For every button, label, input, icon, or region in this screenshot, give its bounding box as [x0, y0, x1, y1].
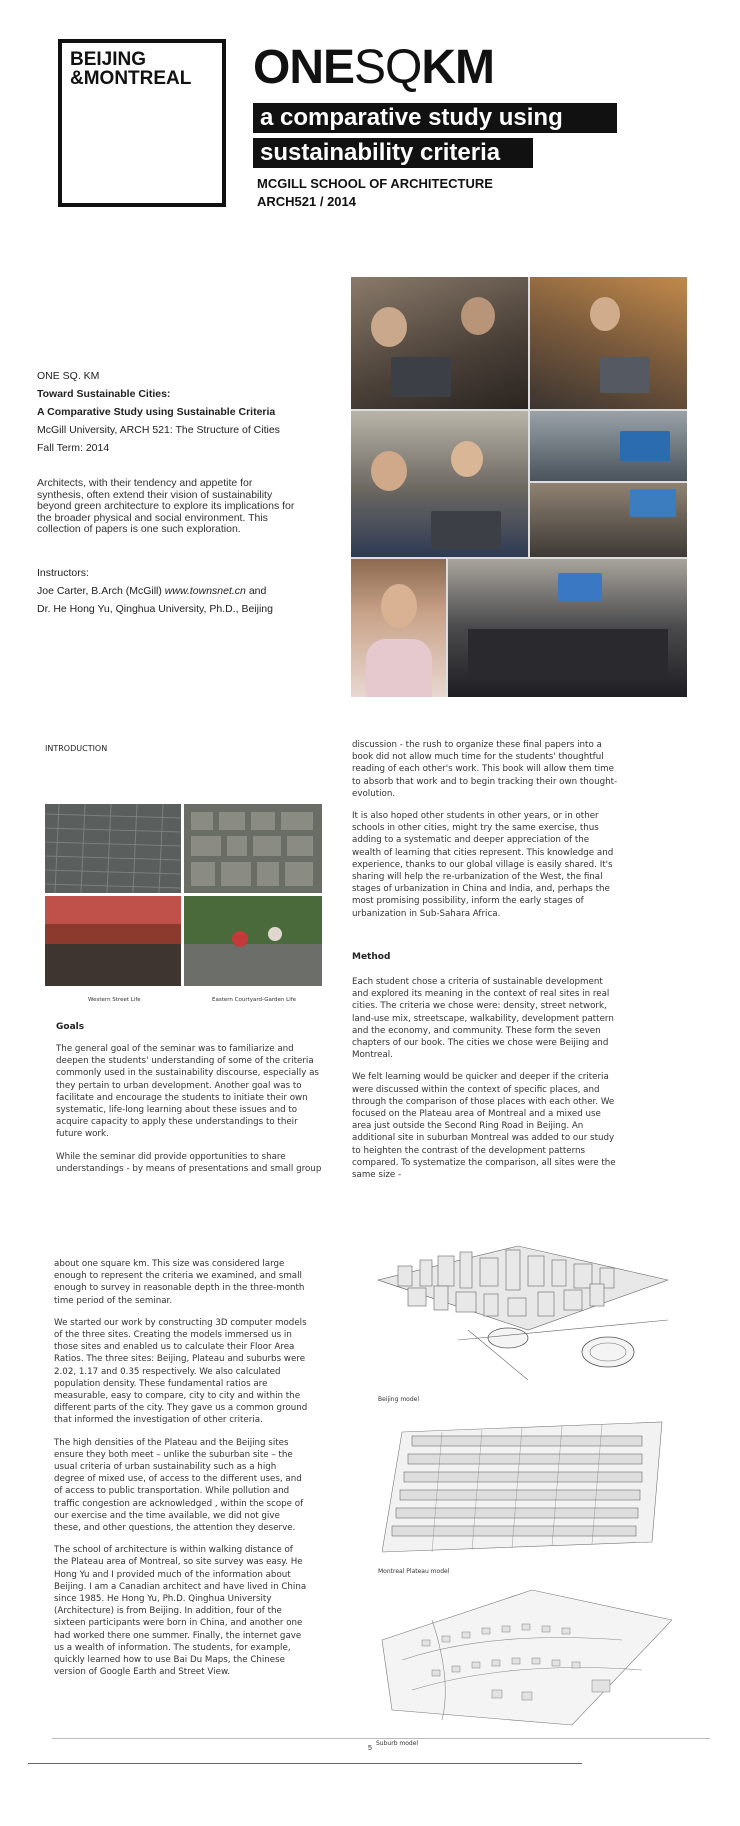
instructor-2: Dr. He Hong Yu, Qinghua University, Ph.D., Beijing — [37, 603, 273, 615]
instructors-label: Instructors: — [37, 567, 89, 579]
photo-students-1 — [351, 277, 528, 409]
intro-right-column — [352, 739, 620, 930]
info-subtitle-2: A Comparative Study using Sustainable Criteria — [37, 406, 276, 418]
lower-paragraph-3: The high densities of the Plateau and the Beijing sites ensure they both meet – unlike the suburban site – the usual criteria of urban sustainability such as a high degree of mixed use, of access to the different uses, and of access to public transportation. While pollution and traffic congestion are acknowledged , within the scope of our exercise and the time available, we did not give these, and other questions, the attention they deserve. — [54, 1437, 304, 1534]
info-subtitle: Toward Sustainable Cities: — [37, 388, 171, 400]
course-info — [37, 367, 327, 457]
title-sq: SQ — [354, 41, 422, 94]
suburb-model-drawing — [372, 1580, 672, 1730]
caption-eastern: Eastern Courtyard-Garden Life — [212, 997, 297, 1003]
intro-paragraph-2: It is also hoped other students in other years, or in other schools in other cities, might try the same exercise, thus adding to a systematic and deeper appreciation of the wealth of learning that cities represent. This knowledge and experience, thanks to our global village is easily shared. It's sharing will help the re-urbanization of the West, the final stages of urbanization in China and India, and, perhaps the most promising possibility, inform the early stages of urbanization in Sub-Sahara Africa. — [352, 811, 614, 919]
photo-classroom — [448, 559, 687, 697]
lower-paragraph-1: about one square km. This size was considered large enough to represent the criteria we examined, and small enough to survey in reasonable depth in the three-month time period of the seminar. — [54, 1259, 305, 1306]
instructor-1-and: and — [245, 585, 267, 597]
subtitle-banner-2: sustainability criteria — [253, 138, 533, 168]
title-km: KM — [421, 41, 495, 94]
goals-text — [56, 1043, 326, 1185]
caption-western: Western Street Life — [88, 997, 141, 1003]
city-image-grid — [45, 804, 322, 994]
lower-text-column — [54, 1258, 308, 1689]
method-text — [352, 976, 620, 1191]
photo-students-3 — [351, 411, 528, 557]
instructor-1-name: Joe Carter, B.Arch (McGill) — [37, 585, 165, 597]
goals-paragraph-1: The general goal of the seminar was to familiarize and deepen the students' understanding of some of the criteria commonly used in the sustainability discourse, especially as they pertain to urban development. Another goal was to facilitate and encourage the students to initiate their own systematic, life-long learning about these issues and to acquire capacity to apply these understandings to their future work. — [56, 1044, 319, 1140]
beijing-model-drawing — [368, 1240, 668, 1380]
footer-rule-top — [52, 1738, 710, 1739]
intro-paragraph-1: discussion - the rush to organize these final papers into a book did not allow much time for the students' thoughtful reading of each other's work. This book will allow them time to absorb that work and to begin tracking their own thought-evolution. — [352, 740, 618, 799]
subtitle-banner-1: a comparative study using — [253, 103, 617, 133]
title-one: ONE — [253, 41, 355, 94]
goals-paragraph-2: While the seminar did provide opportunities to share understandings - by means of presentations and small group — [56, 1151, 322, 1174]
logo-box — [58, 39, 226, 207]
info-term: Fall Term: 2014 — [37, 442, 110, 454]
caption-plateau-model: Montreal Plateau model — [378, 1568, 450, 1575]
info-blurb: Architects, with their tendency and appetite for synthesis, often extend their vision of sustainability beyond green architecture to explore its implications for the broader physical and social environment. This collection of papers is one such exploration. — [37, 477, 295, 535]
course-code: ARCH521 / 2014 — [257, 194, 356, 209]
photo-students-4 — [530, 411, 687, 481]
page-title — [253, 40, 494, 96]
lower-paragraph-4: The school of architecture is within walking distance of the Plateau area of Montreal, so site survey was easy. He Hong Yu and I provided much of the information about Beijing. I am a Canadian architect and have lived in China since 1985. He Hong Yu, Ph.D. Qinghua University (Architecture) is from Beijing. In addition, four of the sixteen participants were born in China, and another one had worked there one summer. Finally, the internet gave us a wealth of information. The students, for example, quickly learned how to use Bai Du Maps, the Chinese version of Google Earth and Street View. — [54, 1545, 307, 1678]
plateau-model-drawing — [382, 1412, 672, 1562]
student-photo-collage — [351, 277, 687, 697]
logo-text — [70, 50, 191, 88]
instructors — [37, 564, 337, 618]
school-name: MCGILL SCHOOL OF ARCHITECTURE — [257, 176, 493, 191]
page-number: 5 — [368, 1745, 372, 1752]
logo-line-montreal: &MONTREAL — [70, 68, 192, 89]
method-paragraph-2: We felt learning would be quicker and deeper if the criteria were discussed within the context of specific places, and through the comparison of those places with each other. We focused on the Plateau area of Montreal and a mixed use area just outside the Second Ring Road in Beijing. An additional site in suburban Montreal was added to our study to heighten the contrast of the development patterns compared. To systematize the comparison, all sites were the same size - — [352, 1072, 616, 1181]
photo-student-portrait — [351, 559, 446, 697]
logo-line-beijing: BEIJING — [70, 49, 147, 70]
caption-suburb-model: Suburb model — [376, 1740, 419, 1747]
info-course: McGill University, ARCH 521: The Structure of Cities — [37, 424, 280, 436]
instructor-link[interactable]: www.townsnet.cn — [164, 585, 246, 597]
caption-beijing-model: Beijing model — [378, 1396, 420, 1403]
section-heading-introduction: INTRODUCTION — [45, 744, 108, 753]
info-title: ONE SQ. KM — [37, 370, 100, 382]
photo-students-5 — [530, 483, 687, 557]
goals-heading: Goals — [56, 1022, 85, 1032]
footer-rule-bottom — [28, 1763, 582, 1764]
method-paragraph-1: Each student chose a criteria of sustainable development and explored its meaning in the context of real sites in real cities. The criteria we chose were: density, street network, land-use mix, streetscape, walkability, development pattern and the economy, and community. These form the seven chapters of our book. The cities we chose were Beijing and Montreal. — [352, 977, 614, 1061]
photo-students-2 — [530, 277, 687, 409]
method-heading: Method — [352, 952, 391, 962]
instructor-1 — [37, 582, 337, 600]
city-image-grid-svg — [45, 804, 322, 994]
lower-paragraph-2: We started our work by constructing 3D computer models of the three sites. Creating the models immersed us in those sites and enabled us to calculate their Floor Area Ratios. The three sites: Beijing, Plateau and suburbs were 2.02, 1.17 and 0.35 respectively. We also calculated population density. These fundamental ratios are measurable, easy to compare, city to city and within the different parts of the city. They gave us a common ground that informed the investigation of other criteria. — [54, 1317, 308, 1426]
